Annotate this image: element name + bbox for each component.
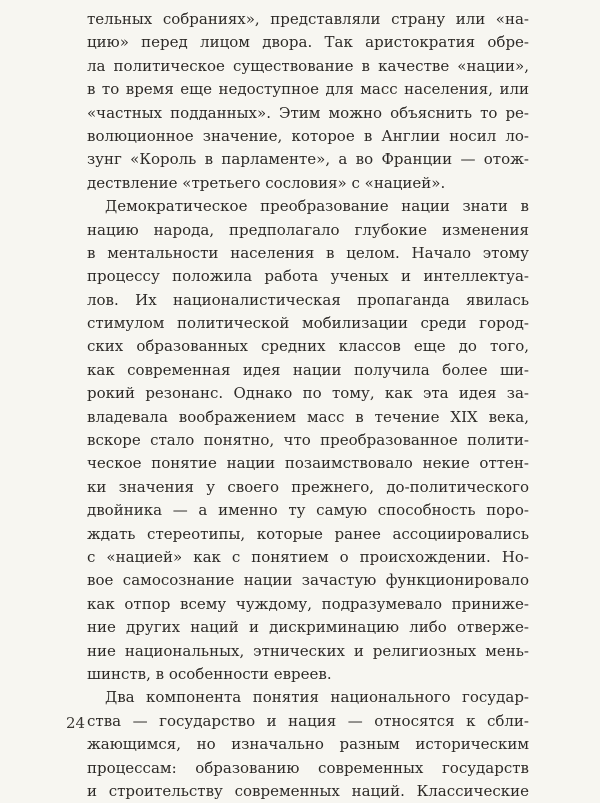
text-line: нацию народа, предполагало глубокие изменения: [87, 220, 529, 239]
text-line: вскоре стало понятно, что преобразованное полити-: [87, 431, 529, 450]
text-line: жающимся, но изначально разным историческим: [87, 735, 529, 754]
paragraph-1: [87, 8, 529, 195]
text-line: «частных подданных». Этим можно объяснить то ре-: [87, 103, 529, 122]
text-line: Демократическое преобразование нации знати в: [105, 197, 529, 216]
text-line: ла политическое существование в качестве «нации»,: [87, 56, 529, 75]
text-line: ских образованных средних классов еще до того,: [87, 337, 529, 356]
text-line: двойника — а именно ту самую способность поро-: [87, 501, 529, 520]
text-line: и строительству современных наций. Классические: [87, 781, 529, 800]
text-line: ждать стереотипы, которые ранее ассоциировались: [87, 524, 529, 543]
text-line: ства — государство и нация — относятся к сбли-: [87, 711, 529, 730]
text-line: вое самосознание нации зачастую функционировало: [87, 571, 529, 590]
text-line: цию» перед лицом двора. Так аристократия обре-: [87, 33, 529, 52]
text-line: ческое понятие нации позаимствовало некие оттен-: [87, 454, 529, 473]
text-line: как современная идея нации получила более ши-: [87, 360, 529, 379]
text-line: волюционное значение, которое в Англии носил ло-: [87, 126, 529, 145]
text-line: как отпор всему чуждому, подразумевало принижe-: [87, 594, 529, 613]
text-line: владевала воображением масс в течение XIX века,: [87, 407, 529, 426]
text-line: рокий резонанс. Однако по тому, как эта идея за-: [87, 384, 529, 403]
text-line: зунг «Король в парламенте», а во Франции — отож-: [87, 150, 529, 169]
text-line: шинств, в особенности евреев.: [87, 664, 332, 683]
text-line: ние национальных, этнических и религиозных мень-: [87, 641, 529, 660]
text-line: процессу положила работа ученых и интеллектуа-: [87, 267, 529, 286]
text-line: Два компонента понятия национального государ-: [105, 688, 529, 707]
text-line: ки значения у своего прежнего, до-политического: [87, 477, 529, 496]
text-line: процессам: образованию современных государств: [87, 758, 529, 777]
text-line: с «нацией» как с понятием о происхождении. Но-: [87, 547, 529, 566]
text-line: лов. Их националистическая пропаганда явилась: [87, 290, 529, 309]
text-line: ние других наций и дискриминацию либо отвержe-: [87, 618, 529, 637]
text-line: дествление «третьего сословия» с «нацией».: [87, 173, 446, 192]
text-line: в ментальности населения в целом. Начало этому: [87, 243, 529, 262]
page-number: 24: [66, 714, 86, 732]
text-line: тельных собраниях», представляли страну или «на-: [87, 10, 529, 28]
book-page-text: [87, 8, 529, 803]
text-line: в то время еще недоступное для масс населения, или: [87, 80, 529, 99]
paragraph-3: [87, 686, 529, 803]
paragraph-2: [87, 195, 529, 686]
text-line: стимулом политической мобилизации среди город-: [87, 314, 529, 333]
